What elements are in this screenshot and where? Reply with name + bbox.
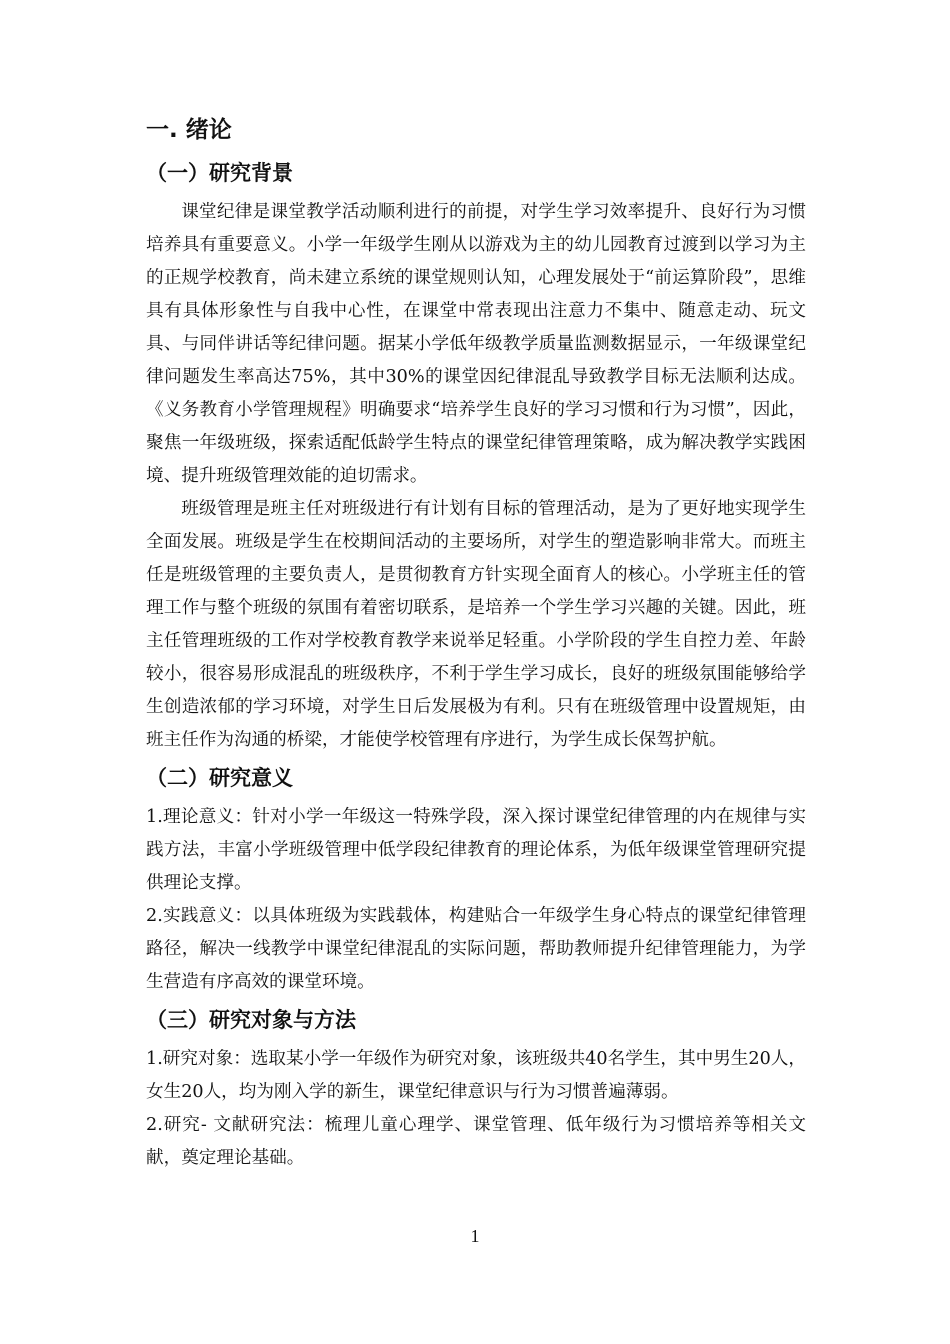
paragraph: 2.实践意义：以具体班级为实践载体，构建贴合一年级学生身心特点的课堂纪律管理路径，解决一线教学中课堂纪律混乱的实际问题，帮助教师提升纪律管理能力，为学生营造有序高效的课堂环境。 (146, 906, 806, 992)
paragraph: 1.研究对象：选取某小学一年级作为研究对象，该班级共40名学生，其中男生20人，女生20人，均为刚入学的新生，课堂纪律意识与行为习惯普遍薄弱。 (146, 1049, 806, 1102)
section-heading-significance: （二）研究意义 (146, 766, 293, 790)
chapter-title: 一. 绪论 (146, 117, 232, 143)
section-heading-background: （一）研究背景 (146, 161, 293, 185)
section-heading-subjects-methods: （三）研究对象与方法 (146, 1008, 356, 1032)
paragraph: 班级管理是班主任对班级进行有计划有目标的管理活动，是为了更好地实现学生全面发展。班级是学生在校期间活动的主要场所，对学生的塑造影响非常大。而班主任是班级管理的主要负责人，是贯彻教育方针实现全面育人的核心。小学班主任的管理工作与整个班级的氛围有着密切联系，是培养一个学生学习兴趣的关键。因此，班主任管理班级的工作对学校教育教学来说举足轻重。小学阶段的学生自控力差、年龄较小，很容易形成混乱的班级秩序，不利于学生学习成长，良好的班级氛围能够给学生创造浓郁的学习环境，对学生日后发展极为有利。只有在班级管理中设置规矩，由班主任作为沟通的桥梁，才能使学校管理有序进行，为学生成长保驾护航。 (146, 499, 806, 750)
document-body (146, 114, 806, 1175)
paragraph: 1.理论意义：针对小学一年级这一特殊学段，深入探讨课堂纪律管理的内在规律与实践方法，丰富小学班级管理中低学段纪律教育的理论体系，为低年级课堂管理研究提供理论支撑。 (146, 807, 806, 893)
page-number: 1 (470, 1226, 480, 1246)
paragraph: 2.研究- 文献研究法：梳理儿童心理学、课堂管理、低年级行为习惯培养等相关文献，奠定理论基础。 (146, 1115, 806, 1168)
paragraph: 课堂纪律是课堂教学活动顺利进行的前提，对学生学习效率提升、良好行为习惯培养具有重要意义。小学一年级学生刚从以游戏为主的幼儿园教育过渡到以学习为主的正规学校教育，尚未建立系统的课堂规则认知，心理发展处于“前运算阶段”，思维具有具体形象性与自我中心性，在课堂中常表现出注意力不集中、随意走动、玩文具、与同伴讲话等纪律问题。据某小学低年级教学质量监测数据显示，一年级课堂纪律问题发生率高达75%，其中30%的课堂因纪律混乱导致教学目标无法顺利达成。《义务教育小学管理规程》明确要求“培养学生良好的学习习惯和行为习惯”，因此，聚焦一年级班级，探索适配低龄学生特点的课堂纪律管理策略，成为解决教学实践困境、提升班级管理效能的迫切需求。 (146, 202, 806, 486)
